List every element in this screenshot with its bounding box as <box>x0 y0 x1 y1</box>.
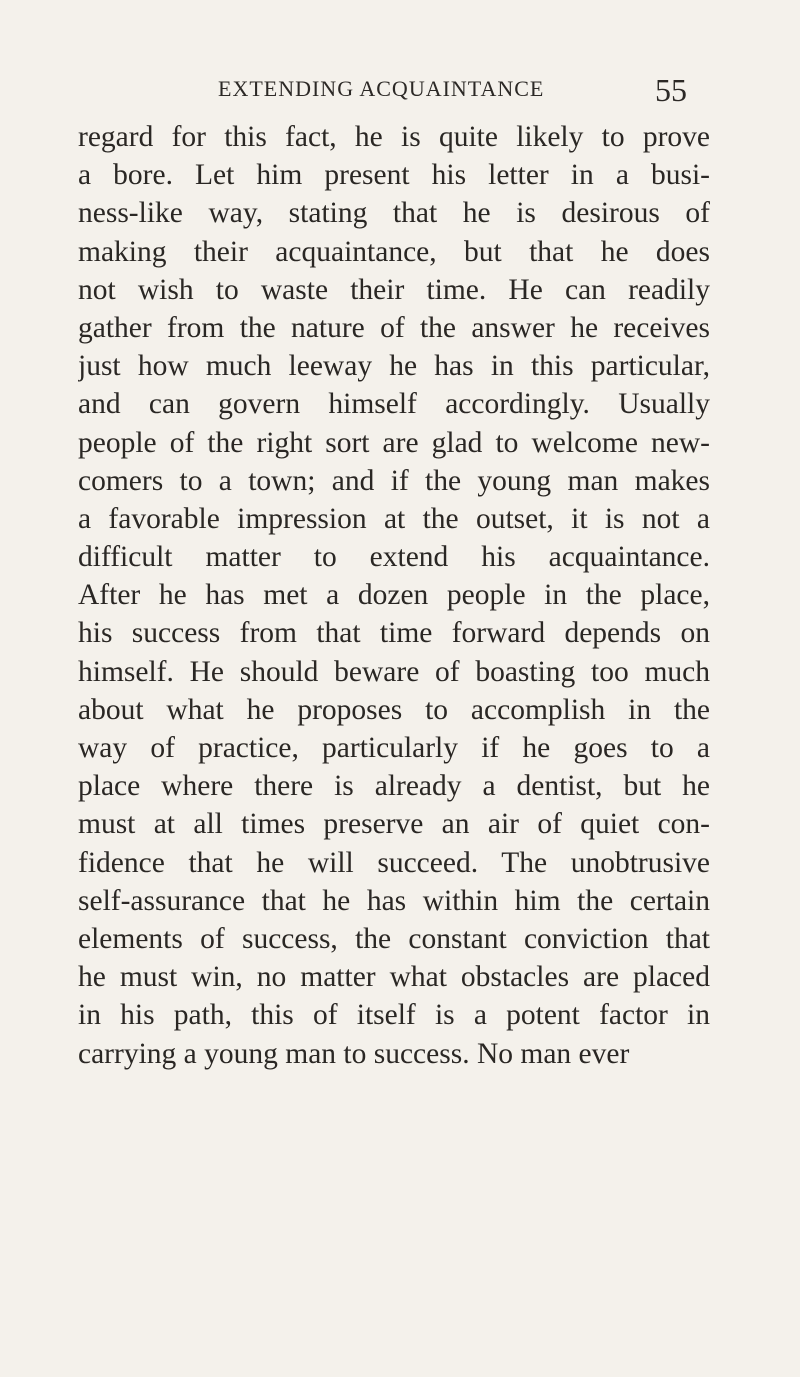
text-line: place where there is already a dentist, but he <box>78 770 710 803</box>
text-line: regard for this fact, he is quite likely to prove <box>78 121 710 153</box>
text-line: a favorable impression at the outset, it is not a <box>78 502 710 535</box>
text-line: fidence that he will succeed. The unobtrusive <box>78 846 710 879</box>
text-line: ness-like way, stating that he is desirous of <box>78 197 710 230</box>
text-line: in his path, this of itself is a potent factor in <box>78 999 710 1032</box>
text-line: self-assurance that he has within him the certain <box>78 884 710 917</box>
text-line: After he has met a dozen people in the place, <box>78 579 710 612</box>
text-line: difficult matter to extend his acquaintance. <box>78 541 710 574</box>
text-line: people of the right sort are glad to welcome new- <box>78 426 710 459</box>
text-line: elements of success, the constant conviction that <box>78 922 710 955</box>
text-line: comers to a town; and if the young man makes <box>78 464 710 497</box>
text-line: and can govern himself accordingly. Usually <box>78 388 710 421</box>
body-paragraph <box>78 118 710 1073</box>
text-line: way of practice, particularly if he goes to a <box>78 732 710 764</box>
running-title: EXTENDING ACQUAINTANCE <box>218 76 545 101</box>
text-line: making their acquaintance, but that he does <box>78 235 710 268</box>
text-line: about what he proposes to accomplish in the <box>78 693 710 726</box>
text-line: himself. He should beware of boasting too much <box>78 655 710 688</box>
text-line: not wish to waste their time. He can readily <box>78 273 710 306</box>
text-line: his success from that time forward depends on <box>78 617 710 650</box>
text-line: a bore. Let him present his letter in a busi- <box>78 159 710 192</box>
text-line: gather from the nature of the answer he receives <box>78 311 710 344</box>
page-number: 55 <box>655 72 687 108</box>
text-line: must at all times preserve an air of quiet con- <box>78 808 710 841</box>
text-line: just how much leeway he has in this particular, <box>78 350 710 383</box>
text-line: carrying a young man to success. No man ever <box>78 1037 630 1070</box>
running-header <box>0 72 800 112</box>
text-line: he must win, no matter what obstacles are placed <box>78 961 710 994</box>
